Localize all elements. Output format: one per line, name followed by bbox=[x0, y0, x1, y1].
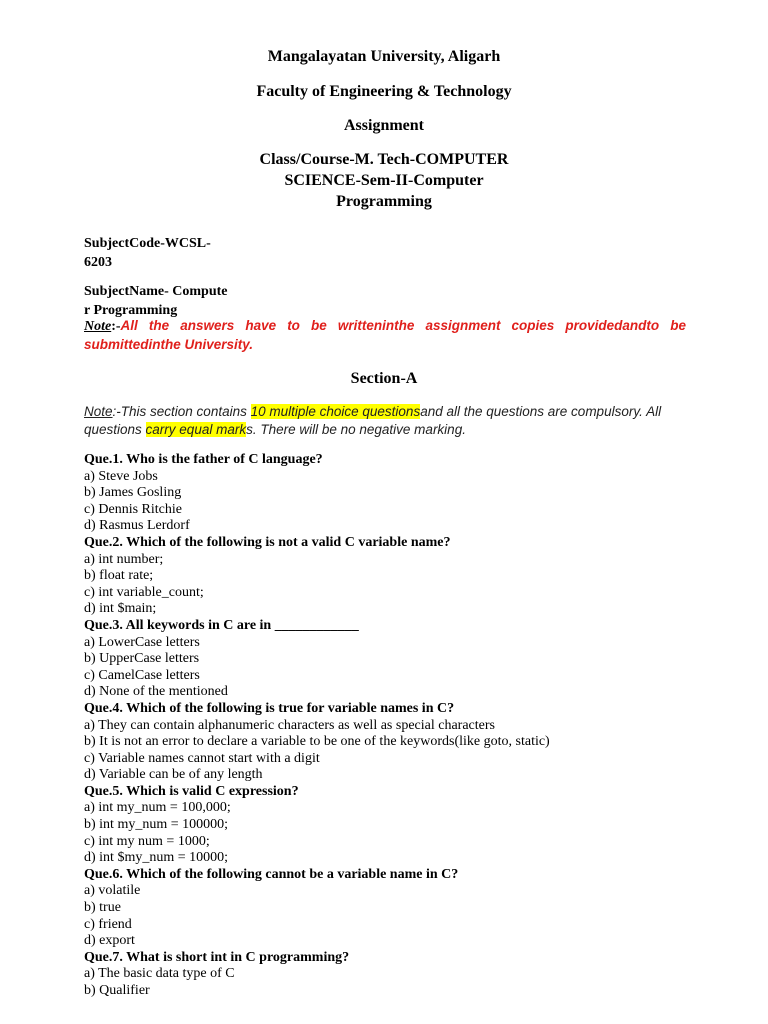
section-title: Section-A bbox=[350, 370, 418, 387]
section-note-text: :-This section contains bbox=[112, 404, 251, 419]
course-line: Programming bbox=[336, 193, 432, 210]
answer-option: d) export bbox=[84, 933, 135, 949]
note-separator: :- bbox=[111, 319, 121, 334]
answer-option: c) CamelCase letters bbox=[84, 667, 200, 683]
question-block bbox=[84, 618, 704, 701]
document-type: Assignment bbox=[343, 117, 424, 134]
question-text: Que.1. Who is the father of C language? bbox=[84, 452, 323, 467]
section-note-text: and all the questions are compulsory. All questions bbox=[84, 404, 662, 437]
answer-option: b) James Gosling bbox=[84, 485, 182, 501]
section-note-label: Note bbox=[84, 404, 113, 419]
highlight-text: 10 multiple choice questions bbox=[250, 404, 421, 419]
answer-option: d) None of the mentioned bbox=[84, 684, 228, 700]
answer-option: a) LowerCase letters bbox=[84, 634, 200, 650]
subject-name-line: SubjectName- Compute bbox=[84, 284, 228, 299]
course-line: Class/Course-M. Tech-COMPUTER bbox=[259, 151, 509, 168]
question-block bbox=[84, 784, 704, 867]
note-label: Note bbox=[84, 319, 112, 334]
subject-code bbox=[84, 234, 211, 272]
note-text: All the answers have to be writteninthe assignment copies providedandto be submittedinthe University. bbox=[84, 318, 686, 352]
question-text: Que.4. Which of the following is true for variable names in C? bbox=[84, 700, 455, 716]
question-text: Que.6. Which of the following cannot be a variable name in C? bbox=[84, 866, 459, 882]
question-block bbox=[84, 452, 704, 535]
course-heading bbox=[0, 149, 768, 212]
answer-option: c) int variable_count; bbox=[84, 584, 204, 600]
answer-option: a) The basic data type of C bbox=[84, 966, 235, 982]
university-title: Mangalayatan University, Aligarh bbox=[267, 48, 501, 65]
answer-option: d) int $my_num = 10000; bbox=[84, 850, 229, 866]
answer-option: b) float rate; bbox=[84, 568, 154, 584]
highlight-text: carry equal mark bbox=[145, 422, 247, 437]
question-text: Que.5. Which is valid C expression? bbox=[84, 783, 299, 799]
answer-option: b) Qualifier bbox=[84, 983, 150, 998]
answer-option: c) friend bbox=[84, 916, 132, 932]
answer-option: b) It is not an error to declare a variable to be one of the keywords(like goto, static) bbox=[84, 734, 550, 750]
answer-option: a) int my_num = 100,000; bbox=[84, 800, 231, 816]
question-text: Que.2. Which of the following is not a valid C variable name? bbox=[84, 534, 451, 550]
answer-option: c) int my num = 1000; bbox=[84, 833, 210, 849]
course-line: SCIENCE-Sem-II-Computer bbox=[284, 172, 484, 189]
question-text: Que.3. All keywords in C are in ____________ bbox=[84, 617, 359, 633]
question-block bbox=[84, 701, 704, 784]
answer-option: a) Steve Jobs bbox=[84, 468, 158, 484]
question-block bbox=[84, 867, 704, 950]
subject-code-line: 6203 bbox=[84, 255, 112, 270]
answer-option: d) Rasmus Lerdorf bbox=[84, 518, 190, 534]
answer-option: d) int $main; bbox=[84, 601, 157, 617]
answer-option: c) Dennis Ritchie bbox=[84, 501, 182, 517]
question-block bbox=[84, 535, 704, 618]
section-note-text: s. There will be no negative marking. bbox=[246, 422, 466, 437]
answer-option: d) Variable can be of any length bbox=[84, 767, 263, 783]
answer-option: a) They can contain alphanumeric characters as well as special characters bbox=[84, 717, 495, 733]
answer-option: b) true bbox=[84, 900, 121, 916]
subject-name bbox=[84, 282, 227, 320]
answer-option: c) Variable names cannot start with a digit bbox=[84, 750, 320, 766]
question-text: Que.7. What is short int in C programming? bbox=[84, 949, 350, 965]
answer-option: a) int number; bbox=[84, 551, 164, 567]
answer-option: b) int my_num = 100000; bbox=[84, 817, 229, 833]
faculty-title: Faculty of Engineering & Technology bbox=[256, 83, 512, 100]
section-note bbox=[84, 403, 686, 439]
subject-name-line: r Programming bbox=[84, 303, 178, 318]
question-list bbox=[84, 452, 704, 1000]
answer-option: a) volatile bbox=[84, 883, 141, 899]
question-block bbox=[84, 950, 704, 1000]
subject-code-line: SubjectCode-WCSL- bbox=[84, 236, 211, 251]
answer-option: b) UpperCase letters bbox=[84, 651, 200, 667]
general-note bbox=[84, 317, 686, 355]
